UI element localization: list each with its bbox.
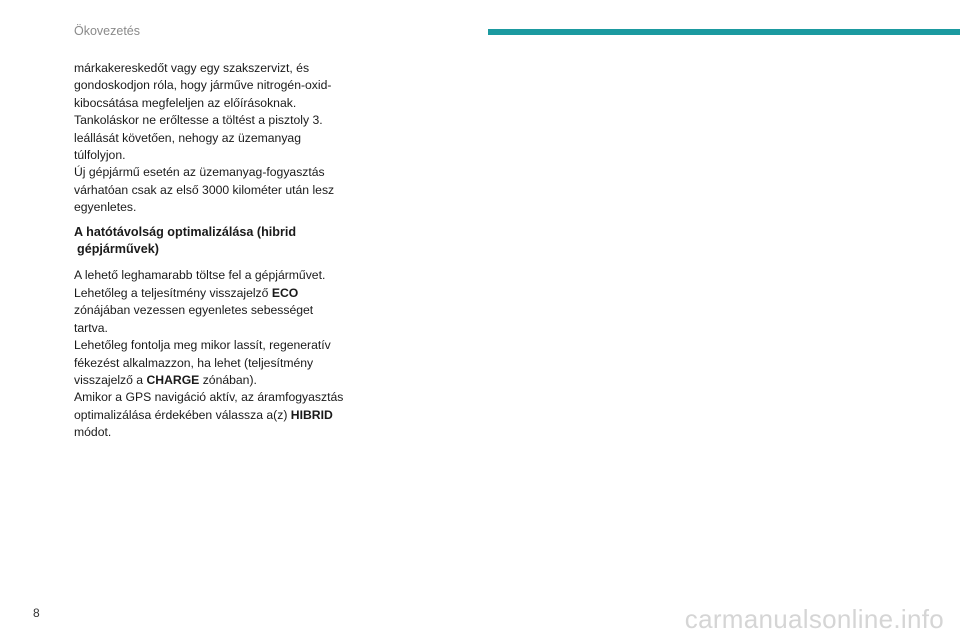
paragraph-refuelling: Tankoláskor ne erőltesse a töltést a pisztoly 3. leállását követően, nehogy az üzemanyag túlfolyjon.	[74, 113, 323, 163]
page-number: 8	[33, 606, 40, 620]
page-section-header: Ökovezetés	[74, 24, 141, 38]
section-title-line-1: A hatótávolság optimalizálása (hibrid	[74, 224, 297, 239]
paragraph-eco-zone	[74, 285, 344, 337]
text-column	[74, 60, 344, 442]
section-accent-bar	[488, 29, 960, 35]
section-title-line-2: gépjárművek)	[77, 242, 159, 257]
hybrid-text-after: módot.	[74, 425, 112, 440]
charge-keyword: CHARGE	[146, 372, 200, 387]
eco-text-after: zónájában vezessen egyenletes sebességet tartva.	[74, 303, 314, 335]
paragraph-new-vehicle: Új gépjármű esetén az üzemanyag-fogyasztás várhatóan csak az első 3000 kilométer után lesz egyenletes.	[74, 165, 335, 215]
charge-text-after: zónában).	[199, 372, 257, 387]
eco-keyword: ECO	[271, 285, 299, 300]
paragraph-regen-braking	[74, 337, 344, 389]
paragraph-hybrid-mode	[74, 389, 344, 441]
hybrid-keyword: HIBRID	[290, 407, 333, 422]
charge-text-before: Lehetőleg fontolja meg mikor lassít, regeneratív fékezést alkalmazzon, ha lehet (teljesítmény visszajelző a	[74, 338, 331, 387]
watermark: carmanualsonline.info	[684, 604, 944, 634]
hybrid-text-before: Amikor a GPS navigáció aktív, az áramfogyasztás optimalizálása érdekében válassza a(z)	[74, 390, 344, 422]
paragraph-charge-early: A lehető leghamarabb töltse fel a gépjárművet.	[74, 268, 326, 283]
paragraph-service-advice: márkakereskedőt vagy egy szakszervizt, és gondoskodjon róla, hogy járműve nitrogén-oxid-kibocsátása megfeleljen az előírásoknak.	[74, 61, 332, 110]
section-title	[74, 224, 344, 259]
eco-text-before: Lehetőleg a teljesítmény visszajelző	[74, 285, 272, 300]
